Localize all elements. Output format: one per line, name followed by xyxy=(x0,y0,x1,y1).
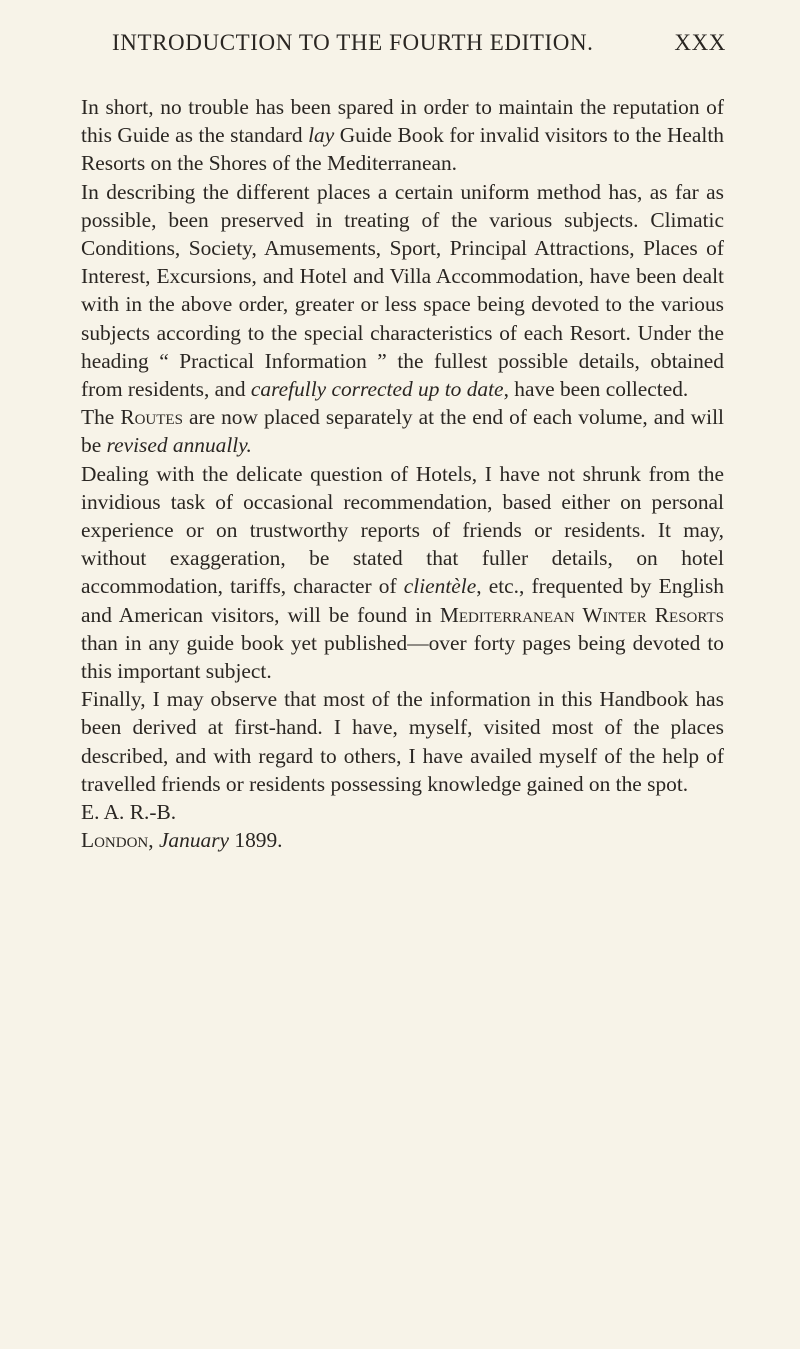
paragraph-1 xyxy=(81,93,724,178)
paragraph-3-text-a: The xyxy=(81,405,121,430)
paragraph-4-text-b: , etc., frequented by English and American visitors, will be found in xyxy=(81,574,724,627)
paragraph-1-italic: lay xyxy=(308,123,335,148)
dateline-place: London, xyxy=(81,828,154,853)
paragraph-2-italic: carefully corrected up to date xyxy=(250,377,504,402)
paragraph-4-italic: clientèle xyxy=(403,574,477,599)
paragraph-4-text-c: than in any guide book yet published—over forty pages being devoted to this important subject. xyxy=(81,630,724,684)
paragraph-2-text-b: , have been collected. xyxy=(503,377,689,402)
paragraph-4 xyxy=(81,460,724,686)
paragraph-2 xyxy=(81,178,724,404)
body-text xyxy=(81,93,724,854)
page-number: XXX xyxy=(674,30,726,55)
paragraph-3-small-caps: Routes xyxy=(120,405,183,430)
paragraph-1-text-a: In short, no trouble has been spared in order to maintain the reputation of this Guide as the standard xyxy=(81,95,724,148)
running-head-title: INTRODUCTION TO THE FOURTH EDITION. xyxy=(112,30,594,55)
paragraph-3-text-b: are now placed separately at the end of each volume, and will be xyxy=(81,405,725,458)
paragraph-5 xyxy=(81,685,724,798)
paragraph-3-italic: revised annually. xyxy=(106,433,252,458)
paragraph-4-text-a: Dealing with the delicate question of Hotels, I have not shrunk from the invidious task of occasional recommendation, based either on personal experience or on trustworthy reports of friends or residents. It may, without exaggeration, be stated that fuller details, on hotel accommodation, tariffs, character of xyxy=(81,461,724,599)
signature: E. A. R.-B. xyxy=(81,800,177,825)
paragraph-1-text-b: Guide Book for invalid visitors to the Health Resorts on the Shores of the Mediterranean. xyxy=(81,123,724,176)
paragraph-4-small-caps: Mediterranean Winter Resorts xyxy=(439,602,724,627)
paragraph-5-text: Finally, I may observe that most of the information in this Handbook has been derived at first-hand. I have, myself, visited most of the places described, and with regard to others, I have availed myself of the help of travelled friends or residents possessing knowledge gained on the spot. xyxy=(81,687,724,796)
dateline-year: 1899. xyxy=(229,828,283,853)
paragraph-2-text-a: In describing the different places a certain uniform method has, as far as possible, been preserved in treating of the various subjects. Climatic Conditions, Society, Amusements, Sport, Principal Attractions, Places of Interest, Excursions, and Hotel and Villa Accommodation, have been dealt with in the above order, greater or less space being devoted to the various subjects according to the special characteristics of each Resort. Under the heading “ Practical Information ” the fullest possible details, obtained from residents, and xyxy=(81,179,724,402)
dateline-month: January xyxy=(158,828,230,853)
dateline xyxy=(81,826,724,854)
paragraph-3 xyxy=(81,403,724,459)
